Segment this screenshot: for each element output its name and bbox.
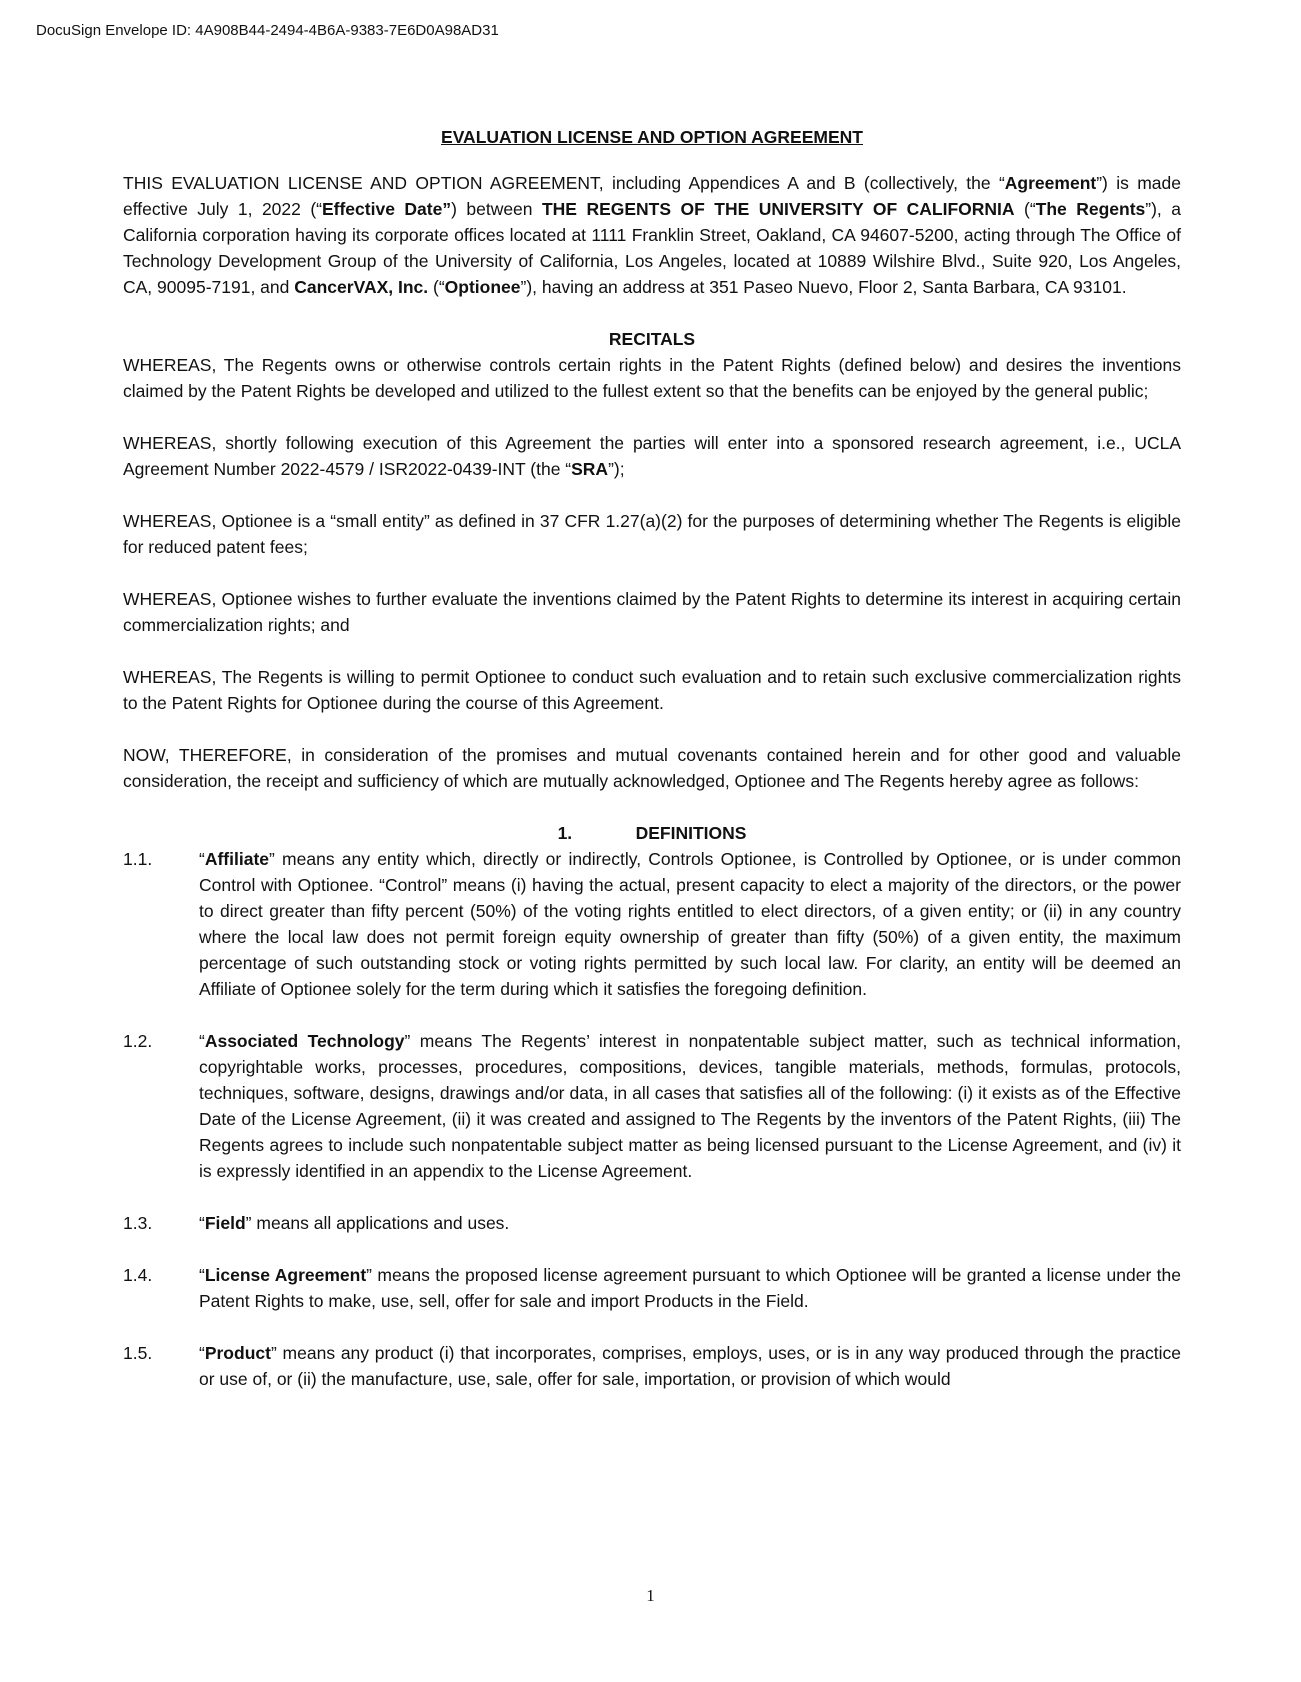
definition-item: 1.5. “Product” means any product (i) that incorporates, comprises, employs, uses, or is in any way produced through the practice or use of, or (ii) the manufacture, use, sale, offer for sale, importation, or provision of which would — [123, 1343, 1181, 1389]
definition-item: 1.4. “License Agreement” means the proposed license agreement pursuant to which Optionee will be granted a license under the Patent Rights to make, use, sell, offer for sale and import Products in the Field. — [123, 1265, 1181, 1311]
recital-paragraph: WHEREAS, shortly following execution of this Agreement the parties will enter into a sponsored research agreement, i.e., UCLA Agreement Number 2022-4579 / ISR2022-0439-INT (the “SRA”); — [123, 433, 1181, 479]
recitals-heading: RECITALS — [608, 329, 696, 349]
now-therefore-paragraph: NOW, THEREFORE, in consideration of the promises and mutual covenants contained herein and for other good and valuable consideration, the receipt and sufficiency of which are mutually acknowledged, Optionee and The Regents hereby agree as follows: — [123, 745, 1181, 791]
agreement-title: EVALUATION LICENSE AND OPTION AGREEMENT — [441, 127, 863, 147]
recital-paragraph: WHEREAS, The Regents owns or otherwise controls certain rights in the Patent Rights (defined below) and desires the inventions claimed by the Patent Rights be developed and utilized to the fullest extent so that the benefits can be enjoyed by the general public; — [123, 355, 1181, 401]
definition-item: 1.3. “Field” means all applications and uses. — [123, 1213, 510, 1233]
recital-paragraph: WHEREAS, The Regents is willing to permit Optionee to conduct such evaluation and to retain such exclusive commercialization rights to the Patent Rights for Optionee during the course of this Agreement. — [123, 667, 1181, 713]
section-heading-definitions: 1. DEFINITIONS — [557, 823, 747, 843]
recital-paragraph: WHEREAS, Optionee is a “small entity” as defined in 37 CFR 1.27(a)(2) for the purposes of determining whether The Regents is eligible for reduced patent fees; — [123, 511, 1181, 557]
definition-item: 1.1. “Affiliate” means any entity which, directly or indirectly, Controls Optionee, is Controlled by Optionee, or is under common Control with Optionee. “Control” means (i) having the actual, present capacity to elect a majority of the directors, or the power to direct greater than fifty percent (50%) of the voting rights entitled to elect directors, of a given entity; or (ii) in any country where the local law does not permit foreign equity ownership of greater than fifty (50%) of a given entity, the maximum percentage of such outstanding stock or voting rights permitted by such local law. For clarity, an entity will be deemed an Affiliate of Optionee solely for the term during which it satisfies the foregoing definition. — [123, 849, 1181, 999]
docusign-envelope-id: DocuSign Envelope ID: 4A908B44-2494-4B6A-9383-7E6D0A98AD31 — [36, 22, 499, 39]
recital-paragraph: WHEREAS, Optionee wishes to further evaluate the inventions claimed by the Patent Rights to determine its interest in acquiring certain commercialization rights; and — [123, 589, 1181, 635]
definition-item: 1.2. “Associated Technology” means The Regents’ interest in nonpatentable subject matter, such as technical information, copyrightable works, processes, procedures, compositions, devices, tangible materials, methods, formulas, protocols, techniques, software, designs, drawings and/or data, in all cases that satisfies all of the following: (i) it exists as of the Effective Date of the License Agreement, (ii) it was created and assigned to The Regents by the inventors of the Patent Rights, (iii) The Regents agrees to include such nonpatentable subject matter as being licensed pursuant to the License Agreement, and (iv) it is expressly identified in an appendix to the License Agreement. — [123, 1031, 1181, 1181]
intro-paragraph: THIS EVALUATION LICENSE AND OPTION AGREEMENT, including Appendices A and B (collectively, the “Agreement”) is made effective July 1, 2022 (“Effective Date”) between THE REGENTS OF THE UNIVERSITY OF CALIFORNIA (“The Regents”), a California corporation having its corporate offices located at 1111 Franklin Street, Oakland, CA 94607-5200, acting through The Office of Technology Development Group of the University of California, Los Angeles, located at 10889 Wilshire Blvd., Suite 920, Los Angeles, CA, 90095-7191, and CancerVAX, Inc. (“Optionee”), having an address at 351 Paseo Nuevo, Floor 2, Santa Barbara, CA 93101. — [123, 173, 1181, 297]
page-number: 1 — [646, 1586, 655, 1605]
document-page — [123, 124, 1181, 1418]
